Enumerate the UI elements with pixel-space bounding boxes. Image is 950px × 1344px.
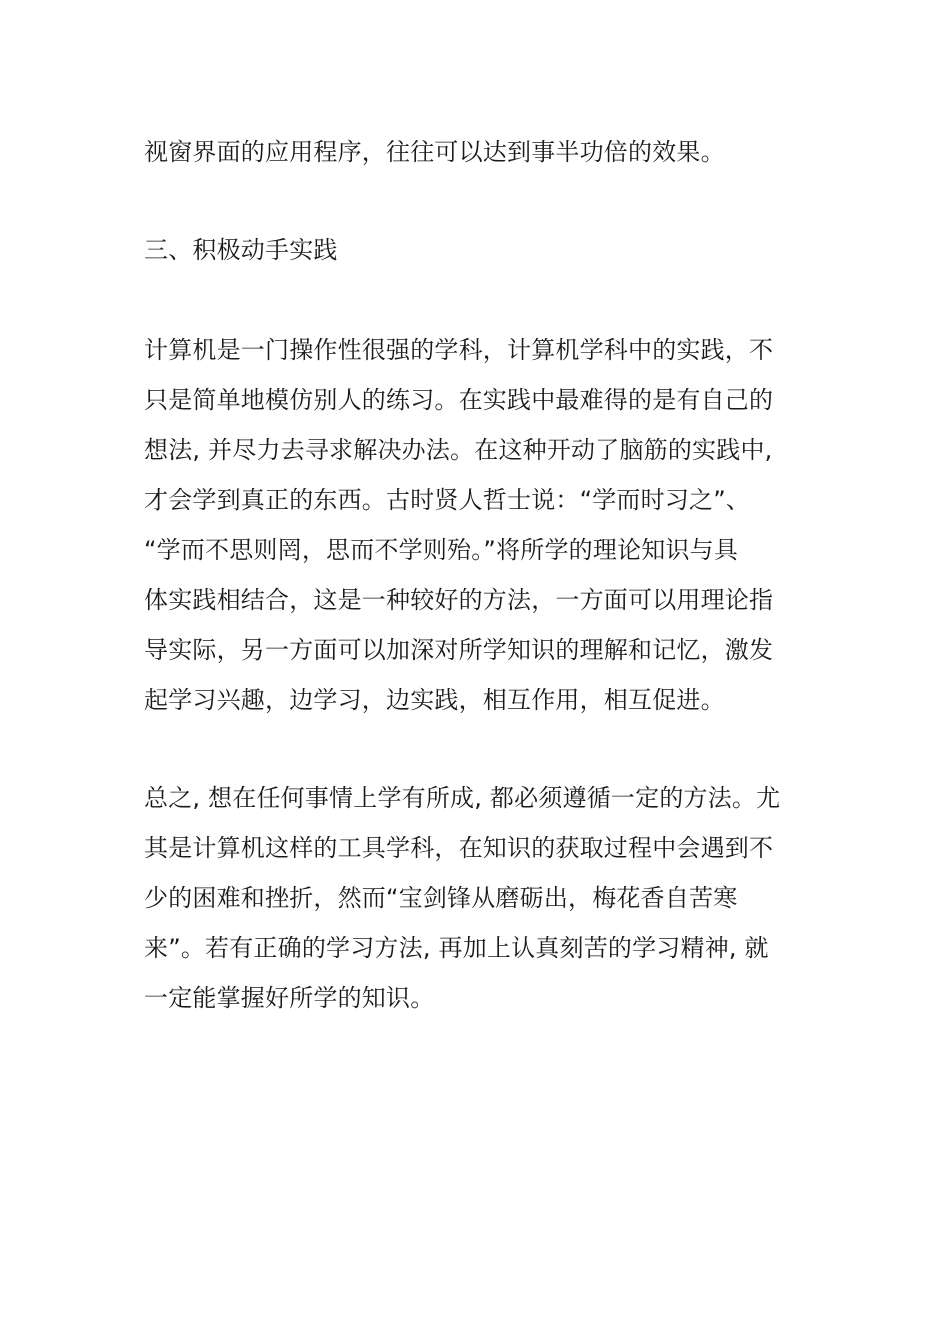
paragraph-line: 计算机是一门操作性很强的学科，计算机学科中的实践，不 bbox=[144, 336, 774, 364]
continuation-text: 视窗界面的应用程序，往往可以达到事半功倍的效果。 bbox=[144, 138, 725, 166]
paragraph-line: 总之, 想在任何事情上学有所成, 都必须遵循一定的方法。尤 bbox=[144, 784, 781, 812]
paragraph-line: 体实践相结合，这是一种较好的方法，一方面可以用理论指 bbox=[144, 586, 774, 614]
paragraph-line: 只是简单地模仿别人的练习。在实践中最难得的是有自己的 bbox=[144, 386, 774, 414]
paragraph-line: 少的困难和挫折，然而“宝剑锋从磨砺出，梅花香自苦寒 bbox=[144, 884, 738, 912]
paragraph-line: 其是计算机这样的工具学科，在知识的获取过程中会遇到不 bbox=[144, 834, 774, 862]
paragraph-line: 来”。若有正确的学习方法, 再加上认真刻苦的学习精神, 就 bbox=[144, 934, 769, 962]
paragraph-line: 起学习兴趣，边学习，边实践，相互作用，相互促进。 bbox=[144, 686, 725, 714]
paragraph-line: 才会学到真正的东西。古时贤人哲士说：“学而时习之”、 bbox=[144, 486, 751, 514]
paragraph-line: 导实际，另一方面可以加深对所学知识的理解和记忆，激发 bbox=[144, 636, 774, 664]
paragraph-line: “学而不思则罔，思而不学则殆。”将所学的理论知识与具 bbox=[144, 536, 739, 564]
section-heading: 三、积极动手实践 bbox=[144, 236, 338, 264]
paragraph-line: 一定能掌握好所学的知识。 bbox=[144, 984, 435, 1012]
paragraph-line: 想法, 并尽力去寻求解决办法。在这种开动了脑筋的实践中, bbox=[144, 436, 773, 464]
